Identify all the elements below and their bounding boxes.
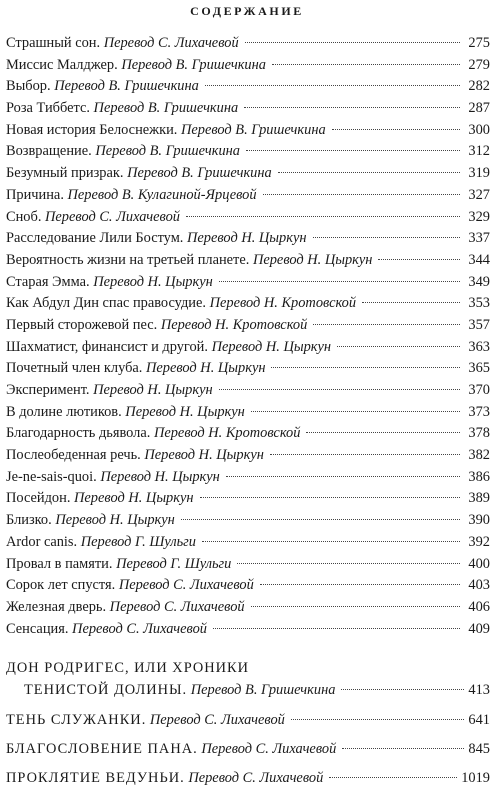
dot-leader [226, 476, 460, 477]
entry-translator: Перевод В. Гришечкина [95, 143, 240, 160]
entry-translator: Перевод Н. Цыркун [93, 382, 213, 398]
entry-story-title: Сорок лет спустя. [6, 577, 116, 594]
toc-entry[interactable] [6, 380, 490, 402]
entry-page-number: 378 [468, 425, 490, 442]
toc-section-0[interactable] [6, 658, 490, 701]
entry-title [6, 619, 207, 641]
entry-story-title: Посейдон. [6, 490, 71, 507]
entry-translator: Перевод В. Гришечкина [121, 56, 266, 73]
toc-entry[interactable] [6, 445, 490, 467]
toc-entry[interactable] [6, 423, 490, 445]
dot-leader [332, 129, 460, 130]
page-heading: СОДЕРЖАНИЕ [190, 4, 304, 18]
entry-translator: Перевод Н. Цыркун [74, 490, 194, 507]
dot-leader [272, 64, 460, 65]
entry-title [6, 358, 265, 380]
dot-leader [251, 606, 460, 607]
dot-leader [263, 194, 460, 195]
toc-entry[interactable] [6, 402, 490, 424]
entry-title [6, 423, 300, 445]
toc-entry[interactable] [6, 597, 490, 619]
entry-translator: Перевод Н. Цыркун [100, 468, 220, 485]
entry-page-number: 400 [468, 555, 490, 572]
entry-translator: Перевод Г. Шульги [80, 533, 196, 550]
dot-leader [362, 302, 460, 303]
entry-story-title: Шахматист, финансист и другой. [6, 338, 208, 355]
entry-title [6, 207, 180, 229]
entry-translator: Перевод С. Лихачевой [118, 577, 254, 594]
dot-leader [251, 411, 460, 412]
entry-title [6, 120, 326, 142]
entry-page-number: 287 [468, 100, 490, 117]
entry-page-number: 312 [468, 143, 490, 160]
toc-entry[interactable] [6, 358, 490, 380]
dot-leader [271, 367, 460, 368]
toc-entry[interactable] [6, 293, 490, 315]
entry-translator: Перевод Н. Цыркун [93, 273, 213, 290]
entry-title [6, 228, 307, 250]
toc-entry[interactable] [6, 532, 490, 554]
toc-entry[interactable] [6, 250, 490, 272]
entry-page-number: 357 [468, 316, 490, 333]
section-title: БЛАГОСЛОВЕНИЕ ПАНА. [6, 741, 198, 757]
entry-page-number: 275 [468, 35, 490, 51]
entry-page-number: 409 [468, 620, 490, 637]
entry-page-number: 363 [468, 338, 490, 355]
entry-title [6, 510, 175, 532]
dot-leader [219, 281, 460, 282]
entry-story-title: Послеобеденная речь. [6, 447, 141, 464]
section-translator: Перевод С. Лихачевой [188, 770, 324, 786]
dot-leader [306, 432, 460, 433]
entry-story-title: Железная дверь. [6, 598, 107, 615]
entry-title [6, 250, 372, 272]
entry-translator: Перевод Н. Цыркун [252, 251, 373, 268]
dot-leader [244, 107, 460, 108]
section-title: ТЕНЬ СЛУЖАНКИ. [6, 712, 147, 728]
entry-story-title: Эксперимент. [6, 382, 90, 398]
entry-title [6, 532, 196, 554]
entry-title [6, 293, 356, 315]
entry-title [6, 185, 257, 207]
dot-leader [186, 216, 460, 217]
entry-translator: Перевод Н. Цыркун [55, 512, 175, 529]
entry-translator: Перевод Н. Цыркун [146, 360, 266, 377]
toc-entry[interactable] [6, 575, 490, 597]
entry-page-number: 282 [468, 78, 490, 95]
entry-translator: Перевод С. Лихачевой [45, 208, 180, 225]
entry-story-title: Ardor canis. [6, 533, 78, 550]
entry-translator: Перевод В. Гришечкина [54, 78, 199, 95]
toc-entry[interactable] [6, 337, 490, 359]
entry-translator: Перевод Г. Шульги [116, 555, 232, 572]
entry-story-title: Возвращение. [6, 143, 92, 160]
entry-translator: Перевод В. Кулагиной-Ярцевой [67, 186, 257, 203]
entry-page-number: 373 [468, 403, 490, 420]
entry-title [6, 467, 220, 489]
entry-page-number: 370 [468, 382, 490, 398]
dot-leader [202, 541, 460, 542]
entry-page-number: 406 [468, 598, 490, 615]
dot-leader [270, 454, 460, 455]
dot-leader [219, 389, 460, 390]
dot-leader [313, 324, 460, 325]
entry-story-title: Je-ne-sais-quoi. [6, 468, 97, 485]
dot-leader [245, 42, 460, 43]
entry-page-number: 386 [468, 468, 490, 485]
dot-leader [213, 628, 460, 629]
entry-title [6, 98, 238, 120]
entry-title [6, 141, 240, 163]
entry-story-title: Новая история Белоснежки. [6, 121, 178, 138]
entry-title [6, 337, 331, 359]
entry-page-number: 365 [468, 360, 490, 377]
dot-leader [341, 689, 464, 690]
dot-leader [246, 150, 460, 151]
dot-leader [260, 584, 460, 585]
entry-page-number: 353 [468, 295, 490, 312]
entry-page-number: 403 [468, 577, 490, 594]
toc-entry[interactable] [6, 55, 490, 77]
toc-entry[interactable] [6, 467, 490, 489]
entry-story-title: Роза Тиббетс. [6, 100, 90, 117]
entry-story-title: Провал в памяти. [6, 555, 113, 572]
toc-entry[interactable] [6, 76, 490, 98]
toc-entry[interactable] [6, 228, 490, 250]
entry-translator: Перевод В. Гришечкина [127, 165, 272, 182]
toc-entry[interactable] [6, 315, 490, 337]
entry-translator: Перевод В. Гришечкина [93, 100, 239, 117]
entry-story-title: Вероятность жизни на третьей планете. [6, 251, 250, 268]
dot-leader [313, 237, 461, 238]
dot-leader [378, 259, 460, 260]
toc-entry[interactable] [6, 207, 490, 229]
entry-story-title: Страшный сон. [6, 35, 101, 51]
dot-leader [200, 497, 460, 498]
section-title-line1: ДОН РОДРИГЕС, ИЛИ ХРОНИКИ [6, 660, 250, 676]
entry-page-number: 337 [468, 230, 490, 247]
entry-page-number: 300 [468, 121, 490, 138]
entry-title [6, 76, 199, 98]
section-title-line2: ТЕНИСТОЙ ДОЛИНЫ. [24, 681, 188, 698]
entry-translator: Перевод Н. Кротовской [209, 295, 357, 312]
section-translator: Перевод С. Лихачевой [149, 712, 285, 728]
toc-entry[interactable] [6, 33, 490, 55]
entry-title [6, 315, 307, 337]
dot-leader [329, 777, 457, 778]
section-page-number: 1019 [461, 770, 490, 786]
toc-entry[interactable] [6, 510, 490, 532]
entry-story-title: Сноб. [6, 208, 42, 225]
toc-entry[interactable] [6, 163, 490, 185]
toc-entry[interactable] [6, 488, 490, 510]
toc-entry[interactable] [6, 141, 490, 163]
entry-story-title: Как Абдул Дин спас правосудие. [6, 295, 206, 312]
entry-page-number: 329 [468, 208, 490, 225]
entry-story-title: Безумный призрак. [6, 165, 124, 182]
entry-title [6, 445, 264, 467]
dot-leader [291, 719, 465, 720]
entry-story-title: Сенсация. [6, 620, 69, 637]
entry-title [6, 554, 231, 576]
dot-leader [237, 563, 460, 564]
entry-story-title: Близко. [6, 512, 52, 529]
entry-story-title: Благодарность дьявола. [6, 425, 151, 442]
toc-entry[interactable] [6, 619, 490, 641]
entry-title [6, 33, 239, 55]
entry-title [6, 575, 254, 597]
entry-translator: Перевод С. Лихачевой [72, 620, 207, 637]
entry-page-number: 279 [468, 56, 490, 73]
section-translator: Перевод В. Гришечкина [190, 681, 336, 698]
entry-story-title: Миссис Малджер. [6, 56, 118, 73]
entry-page-number: 390 [468, 512, 490, 529]
entry-translator: Перевод Н. Цыркун [144, 447, 264, 464]
entry-page-number: 382 [468, 447, 490, 464]
entry-translator: Перевод Н. Цыркун [187, 230, 307, 247]
toc-section-2[interactable] [6, 739, 490, 761]
toc-entry[interactable] [6, 554, 490, 576]
dot-leader [181, 519, 460, 520]
entry-translator: Перевод С. Лихачевой [109, 598, 245, 615]
entry-story-title: Выбор. [6, 78, 51, 95]
entry-story-title: Расследование Лили Бостум. [6, 230, 184, 247]
entry-translator: Перевод С. Лихачевой [103, 35, 239, 51]
entry-title [6, 597, 245, 619]
toc-entry[interactable] [6, 272, 490, 294]
entry-title [6, 55, 266, 77]
entry-page-number: 389 [468, 490, 490, 507]
toc-entry[interactable] [6, 98, 490, 120]
section-page-number: 413 [468, 681, 490, 698]
toc-list [6, 33, 490, 640]
section-translator: Перевод С. Лихачевой [201, 741, 337, 757]
toc-section-3[interactable] [6, 768, 490, 790]
entry-story-title: Первый сторожевой пес. [6, 316, 158, 333]
entry-translator: Перевод Н. Кротовской [153, 425, 301, 442]
entry-story-title: В долине лютиков. [6, 403, 122, 420]
section-page-number: 641 [468, 712, 490, 728]
entry-story-title: Причина. [6, 186, 64, 203]
entry-title [6, 163, 272, 185]
entry-translator: Перевод Н. Цыркун [211, 338, 332, 355]
entry-page-number: 392 [468, 533, 490, 550]
section-page-number: 845 [468, 741, 490, 757]
entry-title [6, 488, 194, 510]
entry-title [6, 402, 245, 424]
entry-title [6, 380, 213, 402]
entry-title [6, 272, 213, 294]
entry-page-number: 319 [468, 165, 490, 182]
toc-section-1[interactable] [6, 710, 490, 732]
section-title: ПРОКЛЯТИЕ ВЕДУНЬИ. [6, 770, 185, 786]
dot-leader [342, 748, 464, 749]
toc-entry[interactable] [6, 185, 490, 207]
dot-leader [278, 172, 460, 173]
entry-translator: Перевод Н. Цыркун [125, 403, 245, 420]
entry-page-number: 349 [468, 273, 490, 290]
entry-story-title: Старая Эмма. [6, 273, 90, 290]
dot-leader [337, 346, 460, 347]
toc-entry[interactable] [6, 120, 490, 142]
dot-leader [205, 85, 460, 86]
entry-page-number: 344 [468, 251, 490, 268]
entry-page-number: 327 [468, 186, 490, 203]
entry-story-title: Почетный член клуба. [6, 360, 143, 377]
entry-translator: Перевод Н. Кротовской [160, 316, 308, 333]
entry-translator: Перевод В. Гришечкина [181, 121, 326, 138]
